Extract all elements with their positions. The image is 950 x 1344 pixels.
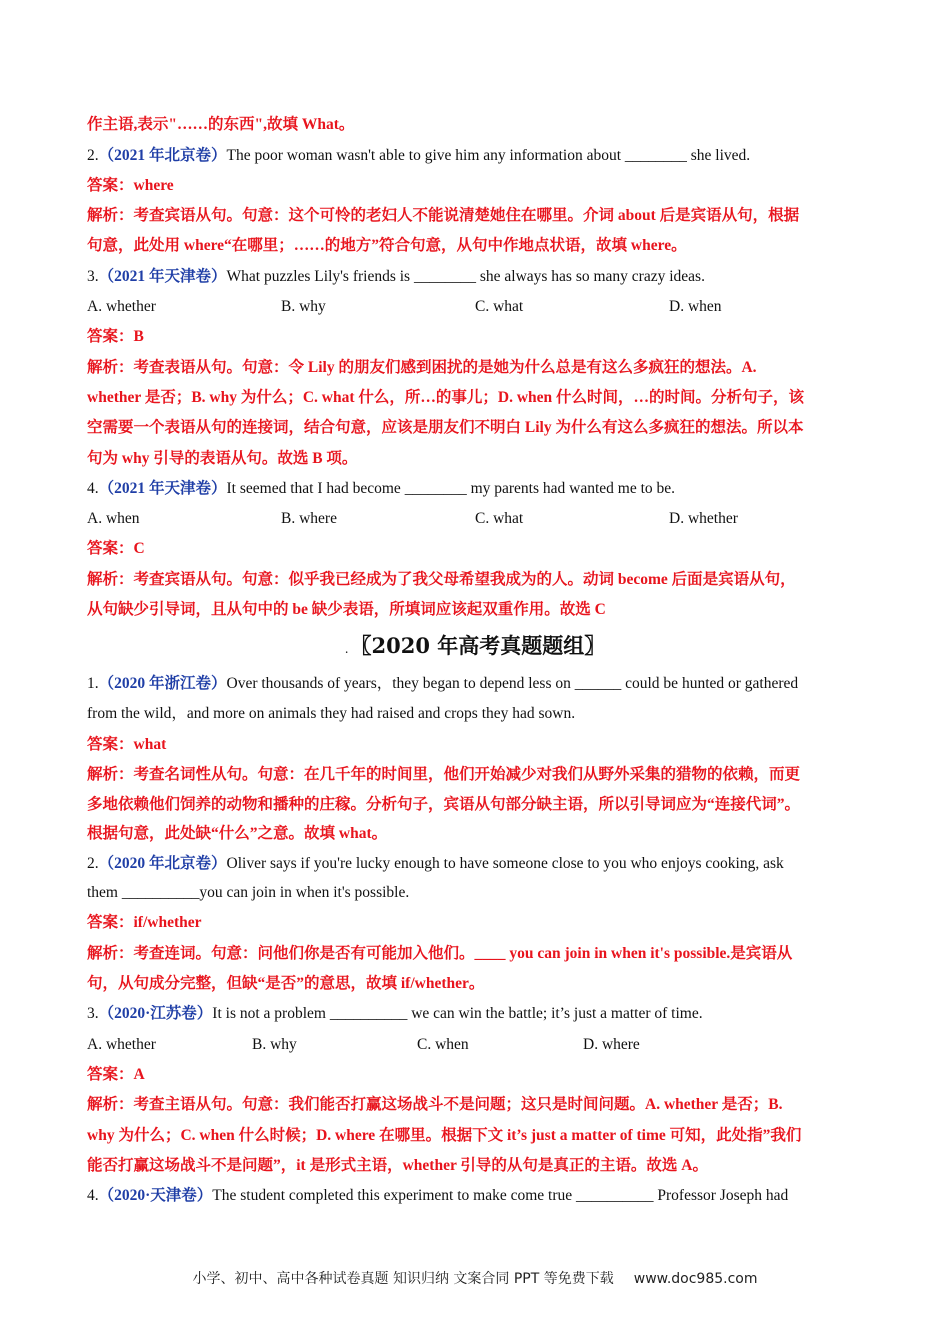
question-text-continued: them __________you can join in when it's possible. <box>87 884 410 901</box>
question-text: The student completed this experiment to make come true __________ Professor Joseph had <box>212 1187 789 1204</box>
explanation-line: 多地依赖他们饲养的动物和播种的庄稼。分析句子，宾语从句部分缺主语，所以引导词应为“连接代词”。 <box>87 796 801 813</box>
heading-text: 〖2020 年高考真题题组〗 <box>350 633 606 658</box>
explanation-line: 解析：考查名词性从句。句意：在几千年的时间里，他们开始减少对我们从野外采集的猎物的依赖，而更 <box>87 766 801 783</box>
answer-line: 答案：C <box>87 540 145 557</box>
explanation-line: 从句缺少引导词，且从句中的 be 缺少表语，所填词应该起双重作用。故选 C <box>87 601 606 618</box>
question-text: It seemed that I had become ________ my parents had wanted me to be. <box>226 480 676 497</box>
option-c: C. what <box>475 298 524 315</box>
continuation-line: 作主语,表示"……的东西",故填 What。 <box>87 116 355 133</box>
option-a: A. whether <box>87 1036 156 1053</box>
explanation-line: 解析：考查宾语从句。句意：似乎我已经成为了我父母希望我成为的人。动词 become 后面是宾语从句， <box>87 571 796 588</box>
answer-line: 答案：what <box>87 736 167 753</box>
page-footer <box>0 1268 950 1288</box>
question-number: 4. <box>87 1187 99 1204</box>
explanation-line: whether 是否；B. why 为什么；C. what 什么，所…的事儿；D. when 什么时间，…的时间。分析句子，该 <box>87 389 805 406</box>
question-source: （2020·江苏卷） <box>98 1005 213 1022</box>
question-2020-2 <box>87 854 877 874</box>
question-number: 4. <box>87 480 99 497</box>
question-2020-3 <box>87 1004 877 1024</box>
explanation-line: 句意，此处用 where“在哪里；……的地方”符合句意，从句中作地点状语，故填 where。 <box>87 237 687 254</box>
answer-line: 答案：A <box>87 1066 145 1083</box>
question-text: Over thousands of years，they began to depend less on ______ could be hunted or gathered <box>226 675 799 692</box>
question-2021-4 <box>87 479 877 499</box>
option-b: B. why <box>252 1036 297 1053</box>
option-c: C. when <box>417 1036 469 1053</box>
explanation-line: 句，从句成分完整，但缺“是否”的意思，故填 if/whether。 <box>87 975 485 992</box>
question-2020-4 <box>87 1186 877 1206</box>
question-number: 3. <box>87 1005 99 1022</box>
answer-line: 答案：if/whether <box>87 914 202 931</box>
question-source: （2020·天津卷） <box>98 1187 213 1204</box>
question-source: （2021 年北京卷） <box>98 147 227 164</box>
question-text: Oliver says if you're lucky enough to have someone close to you who enjoys cooking, ask <box>226 855 784 872</box>
explanation-line: 能否打赢这场战斗不是问题”，it 是形式主语，whether 引导的从句是真正的主语。故选 A。 <box>87 1157 708 1174</box>
explanation-line: 解析：考查主语从句。句意：我们能否打赢这场战斗不是问题；这只是时间问题。A. whether 是否；B. <box>87 1096 783 1113</box>
question-source: （2020 年北京卷） <box>98 855 227 872</box>
option-c: C. what <box>475 510 524 527</box>
footer-link[interactable]: www.doc985.com <box>633 1271 758 1287</box>
option-d: D. whether <box>669 510 738 527</box>
option-d: D. where <box>583 1036 640 1053</box>
answer-line: 答案：where <box>87 177 174 194</box>
section-heading <box>0 632 950 663</box>
question-text: What puzzles Lily's friends is ________ she always has so many crazy ideas. <box>226 268 705 285</box>
question-2021-2 <box>87 146 877 166</box>
heading-dot: . <box>344 642 349 656</box>
question-2020-1 <box>87 674 877 694</box>
answer-line: 答案：B <box>87 328 144 345</box>
question-text: It is not a problem __________ we can win the battle; it’s just a matter of time. <box>212 1005 703 1022</box>
question-source: （2020 年浙江卷） <box>98 675 227 692</box>
option-d: D. when <box>669 298 722 315</box>
option-a: A. when <box>87 510 140 527</box>
question-source: （2021 年天津卷） <box>98 480 227 497</box>
option-b: B. where <box>281 510 337 527</box>
question-number: 2. <box>87 147 99 164</box>
question-2021-3 <box>87 267 877 287</box>
question-number: 2. <box>87 855 99 872</box>
explanation-line: 解析：考查宾语从句。句意：这个可怜的老妇人不能说清楚她住在哪里。介词 about 后是宾语从句，根据 <box>87 207 800 224</box>
explanation-line: 解析：考查表语从句。句意：令 Lily 的朋友们感到困扰的是她为什么总是有这么多疯狂的想法。A. <box>87 359 757 376</box>
explanation-line: 根据句意，此处缺“什么”之意。故填 what。 <box>87 825 388 842</box>
question-text-continued: from the wild，and more on animals they had raised and crops they had sown. <box>87 705 576 722</box>
explanation-line: 空需要一个表语从句的连接词，结合句意，应该是朋友们不明白 Lily 为什么有这么多疯狂的想法。所以本 <box>87 419 804 436</box>
explanation-line: 句为 why 引导的表语从句。故选 B 项。 <box>87 450 358 467</box>
footer-text: 小学、初中、高中各种试卷真题 知识归纳 文案合同 PPT 等免费下载 <box>192 1271 614 1287</box>
explanation-line: why 为什么；C. when 什么时候；D. where 在哪里。根据下文 it’s just a matter of time 可知，此处指”我们 <box>87 1127 802 1144</box>
option-b: B. why <box>281 298 326 315</box>
option-a: A. whether <box>87 298 156 315</box>
explanation-line: 解析：考查连词。句意：问他们你是否有可能加入他们。____ you can join in when it's possible.是宾语从 <box>87 945 793 962</box>
question-number: 1. <box>87 675 99 692</box>
question-number: 3. <box>87 268 99 285</box>
question-source: （2021 年天津卷） <box>98 268 227 285</box>
question-text: The poor woman wasn't able to give him any information about ________ she lived. <box>226 147 751 164</box>
